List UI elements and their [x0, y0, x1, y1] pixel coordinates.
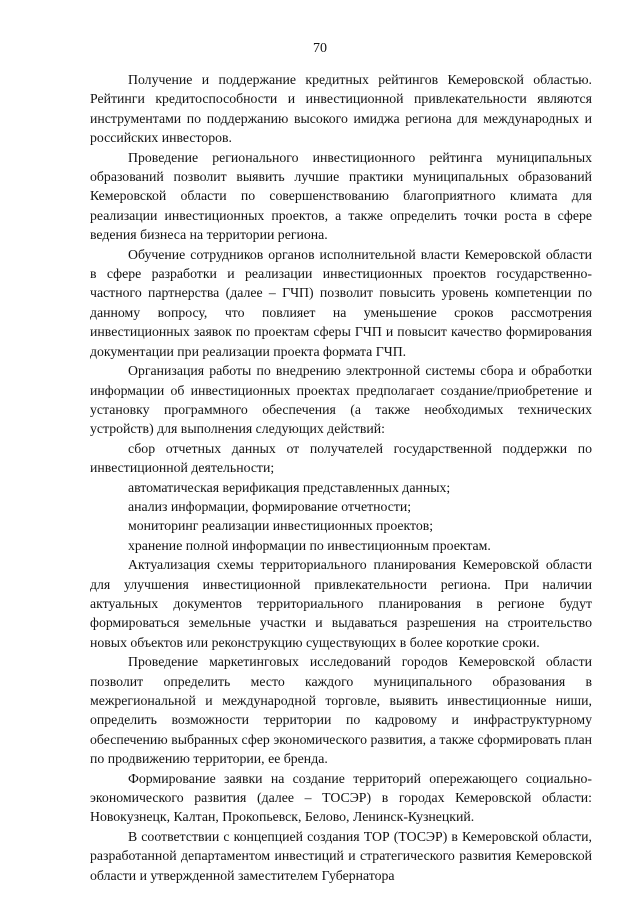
paragraph-tosar-application: Формирование заявки на создание территорий опережающего социально-экономического развития (далее – ТОСЭР) в городах Кемеровской области: Новокузнецк, Калтан, Прокопьевск, Белово, Ленинск-Кузнецкий. [90, 770, 592, 825]
page-number: 70 [313, 41, 327, 56]
list-item: анализ информации, формирование отчетности; [128, 498, 412, 514]
list-item: мониторинг реализации инвестиционных проектов; [128, 518, 434, 534]
list-item: автоматическая верификация представленных данных; [128, 479, 451, 495]
paragraph-marketing-research: Проведение маркетинговых исследований городов Кемеровской области позволит определить место каждого муниципального образования в межрегиональной и международной торговле, выявить инвестиционные ниши, определить возможности территории по кадровому и инфраструктурному обеспечению выбранных сфер экономического развития, а также сформировать план по продвижению территории, ее бренда. [90, 654, 592, 767]
paragraph-municipal-rating: Проведение регионального инвестиционного рейтинга муниципальных образований позволит выявить лучшие практики муниципальных образований Кемеровской области по совершенствованию благоприятного климата для реализации инвестиционных проектов, а также определить точки роста в сфере ведения бизнеса на территории региона. [90, 149, 592, 243]
list-item: сбор отчетных данных от получателей государственной поддержки по инвестиционной деятельности; [90, 440, 592, 476]
paragraph-electronic-system: Организация работы по внедрению электронной системы сбора и обработки информации об инвестиционных проектах предполагает создание/приобретение и установку программного обеспечения (а также необходимых технических устройств) для выполнения следующих действий: [90, 363, 592, 437]
paragraph-staff-training: Обучение сотрудников органов исполнительной власти Кемеровской области в сфере разработки и реализации инвестиционных проектов государственно-частного партнерства (далее – ГЧП) позволит повысить уровень компетенции по данному вопросу, что повлияет на уменьшение сроков рассмотрения инвестиционных заявок по проектам сферы ГЧП и повысит качество формирования документации при реализации проекта формата ГЧП. [90, 246, 592, 359]
paragraph-tor-concept: В соответствии с концепцией создания ТОР (ТОСЭР) в Кемеровской области, разработанной департаментом инвестиций и стратегического развития Кемеровской области и утвержденной заместителем Губернатора [90, 828, 592, 883]
document-body [90, 70, 592, 885]
paragraph-credit-ratings: Получение и поддержание кредитных рейтингов Кемеровской областью. Рейтинги кредитоспособности и инвестиционной привлекательности являются инструментами по поддержанию высокого имиджа региона для международных и российских инвесторов. [90, 72, 592, 146]
list-item: хранение полной информации по инвестиционным проектам. [128, 537, 491, 553]
paragraph-territorial-planning: Актуализация схемы территориального планирования Кемеровской области для улучшения инвестиционной привлекательности региона. При наличии актуальных документов территориального планирования в регионе будут формироваться земельные участки и выдаваться разрешения на строительство новых объектов или реконструкцию существующих в более короткие сроки. [90, 557, 592, 650]
